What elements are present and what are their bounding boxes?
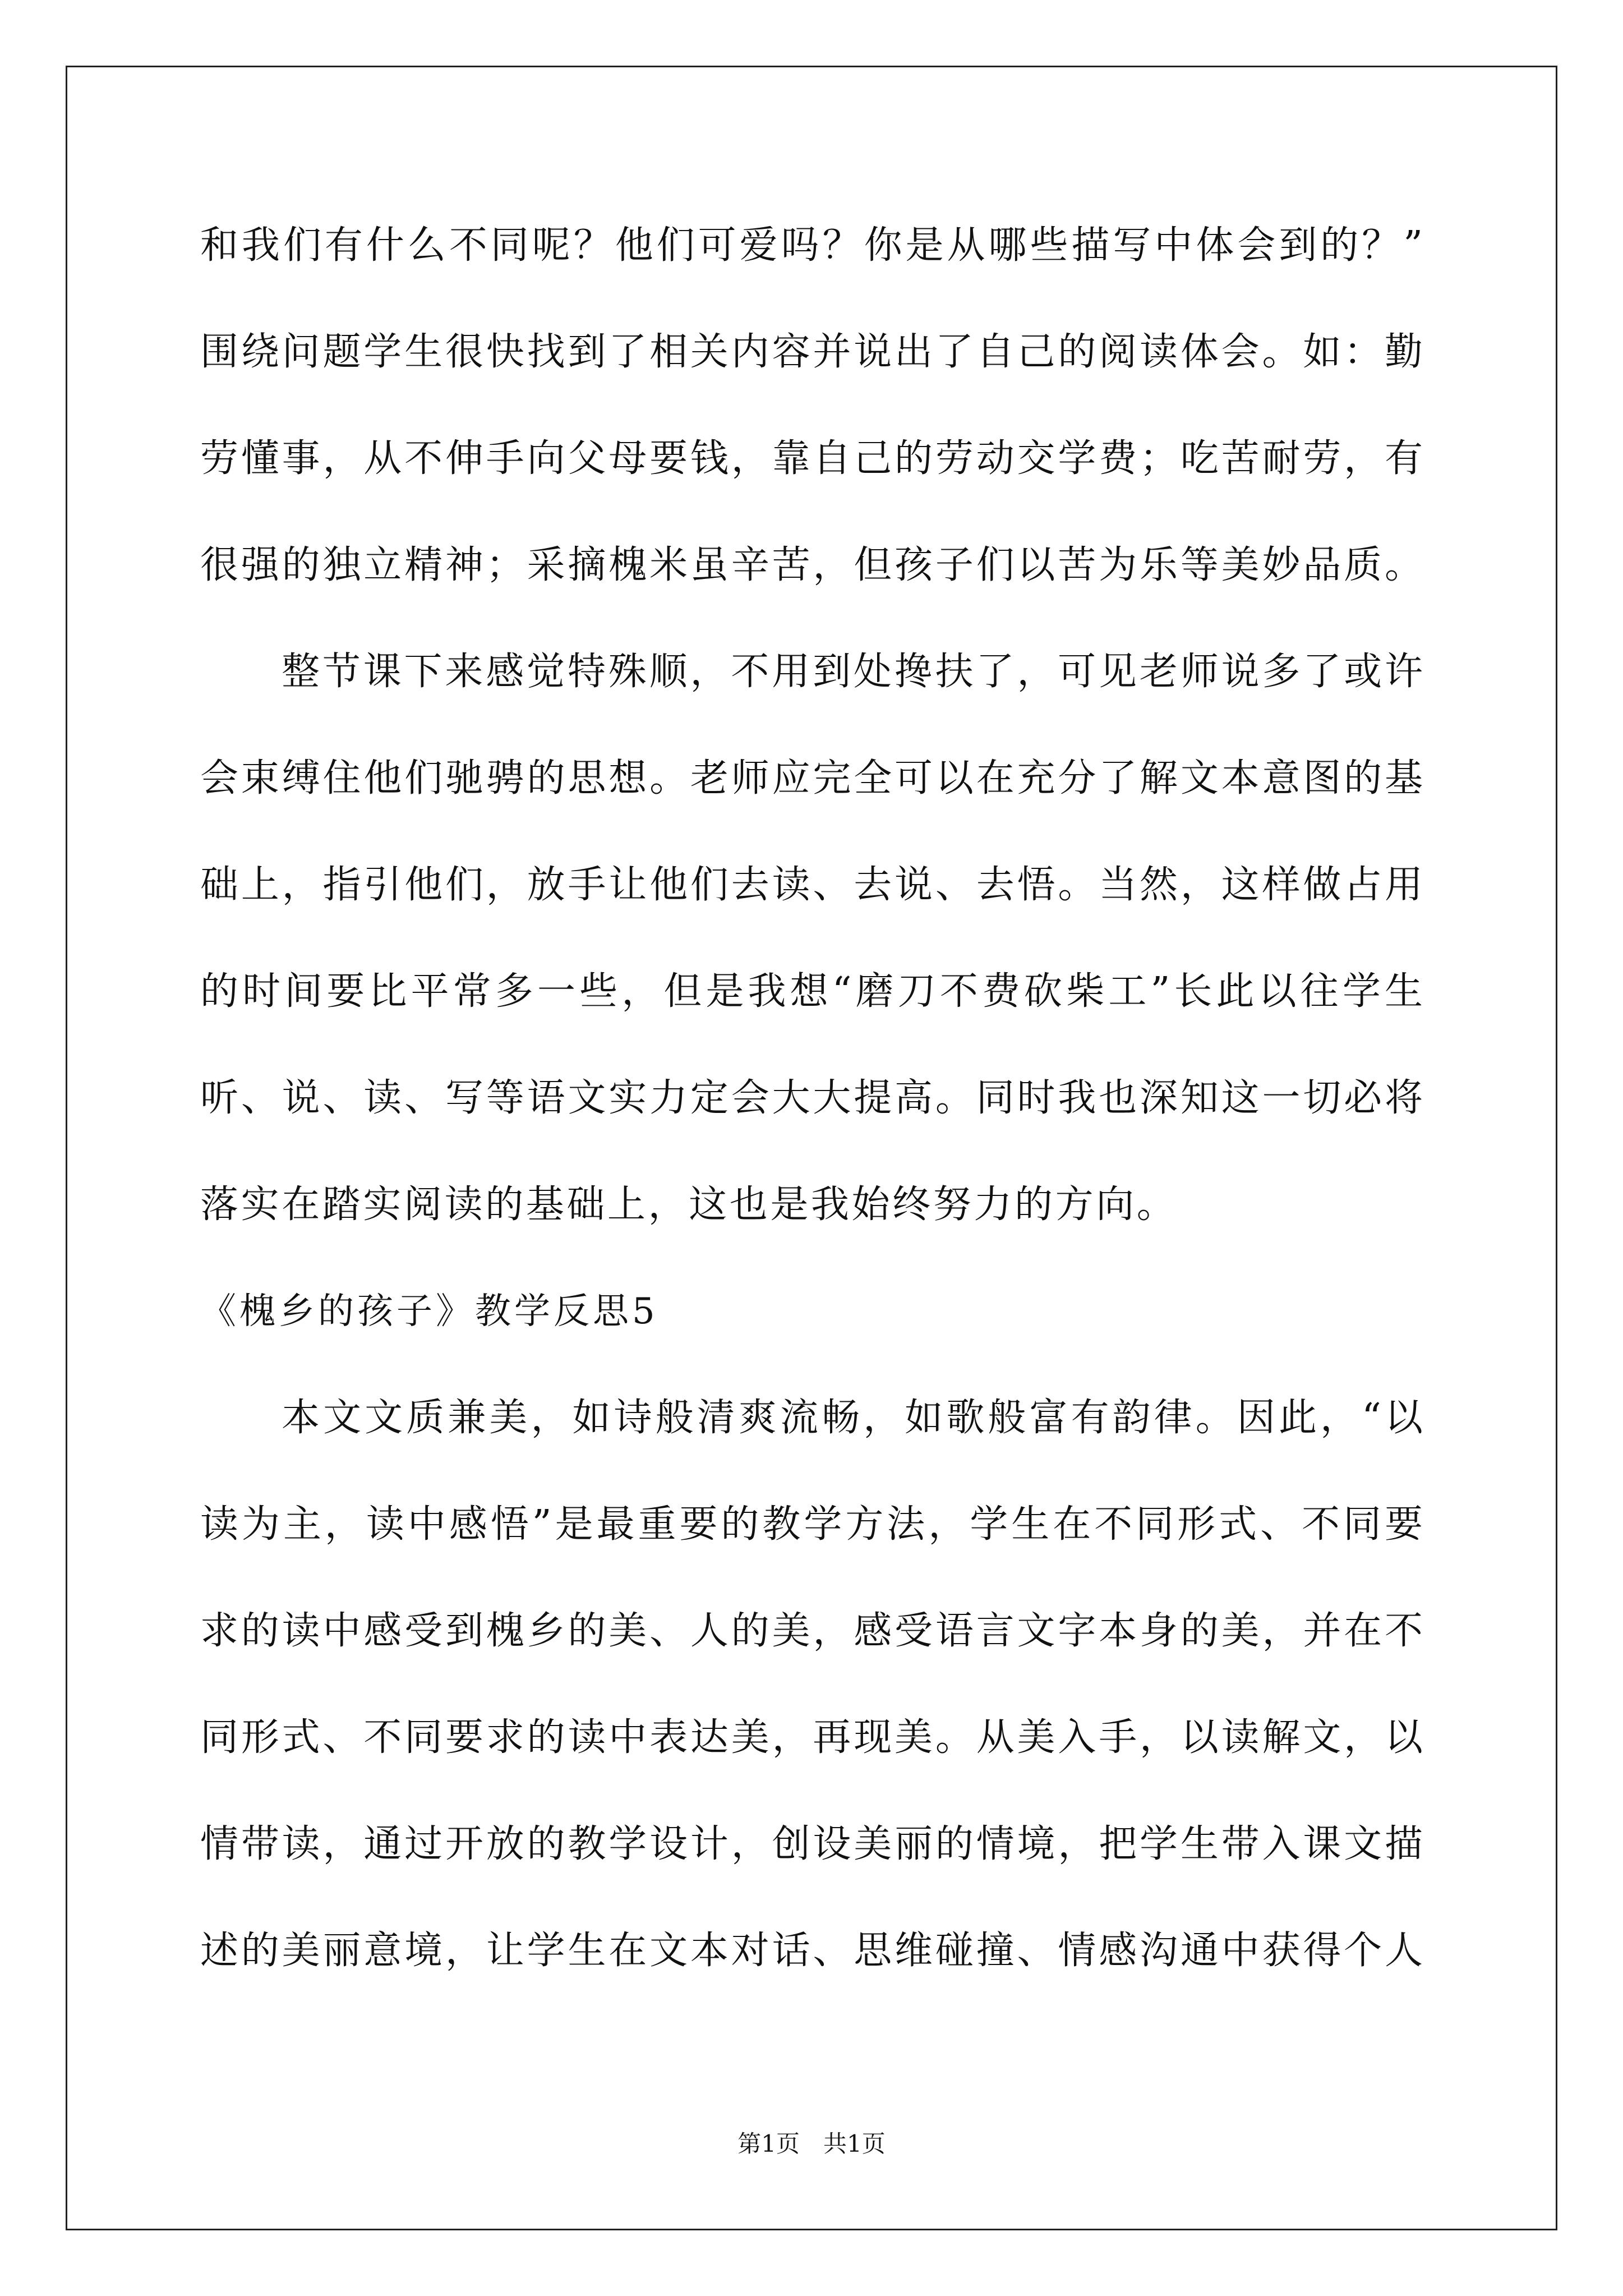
- paragraph: [200, 619, 1423, 1258]
- text-line: 落实在踏实阅读的基础上，这也是我始终努力的方向。: [200, 1182, 1178, 1227]
- text-line: 整节课下来感觉特殊顺，不用到处搀扶了，可见老师说多了或许: [282, 650, 1423, 694]
- paragraph: [200, 1365, 1423, 2004]
- text-line: 同形式、不同要求的读中表达美，再现美。从美入手，以读解文，以: [200, 1715, 1423, 1760]
- text-line: 述的美丽意境，让学生在文本对话、思维碰撞、情感沟通中获得个人: [200, 1929, 1423, 1973]
- text-line: 的时间要比平常多一些，但是我想“磨刀不费砍柴工”长此以往学生: [200, 969, 1423, 1014]
- text-line: 本文文质兼美，如诗般清爽流畅，如歌般富有韵律。因此，“以: [282, 1396, 1423, 1440]
- text-line: 求的读中感受到槐乡的美、人的美，感受语言文字本身的美，并在不: [200, 1609, 1423, 1653]
- text-line: 很强的独立精神；采摘槐米虽辛苦，但孩子们以苦为乐等美妙品质。: [200, 543, 1423, 587]
- text-line: 劳懂事，从不伸手向父母要钱，靠自己的劳动交学费；吃苦耐劳，有: [200, 436, 1423, 481]
- text-line: 围绕问题学生很快找到了相关内容并说出了自己的阅读体会。如：勤: [200, 330, 1423, 374]
- text-line: 础上，指引他们，放手让他们去读、去说、去悟。当然，这样做占用: [200, 863, 1423, 907]
- page-footer: 第1页 共1页: [737, 2130, 886, 2157]
- document-body: [200, 192, 1423, 2004]
- text-line: 和我们有什么不同呢？他们可爱吗？你是从哪些描写中体会到的？”: [200, 223, 1423, 268]
- text-line: 情带读，通过开放的教学设计，创设美丽的情境，把学生带入课文描: [200, 1822, 1423, 1866]
- text-line: 听、说、读、写等语文实力定会大大提高。同时我也深知这一切必将: [200, 1076, 1423, 1120]
- paragraph: [200, 192, 1423, 619]
- text-line: 会束缚住他们驰骋的思想。老师应完全可以在充分了解文本意图的基: [200, 756, 1423, 800]
- text-line: 读为主，读中感悟”是最重要的教学方法，学生在不同形式、不同要: [200, 1502, 1423, 1547]
- section-title: 《槐乡的孩子》教学反思5: [200, 1291, 658, 1332]
